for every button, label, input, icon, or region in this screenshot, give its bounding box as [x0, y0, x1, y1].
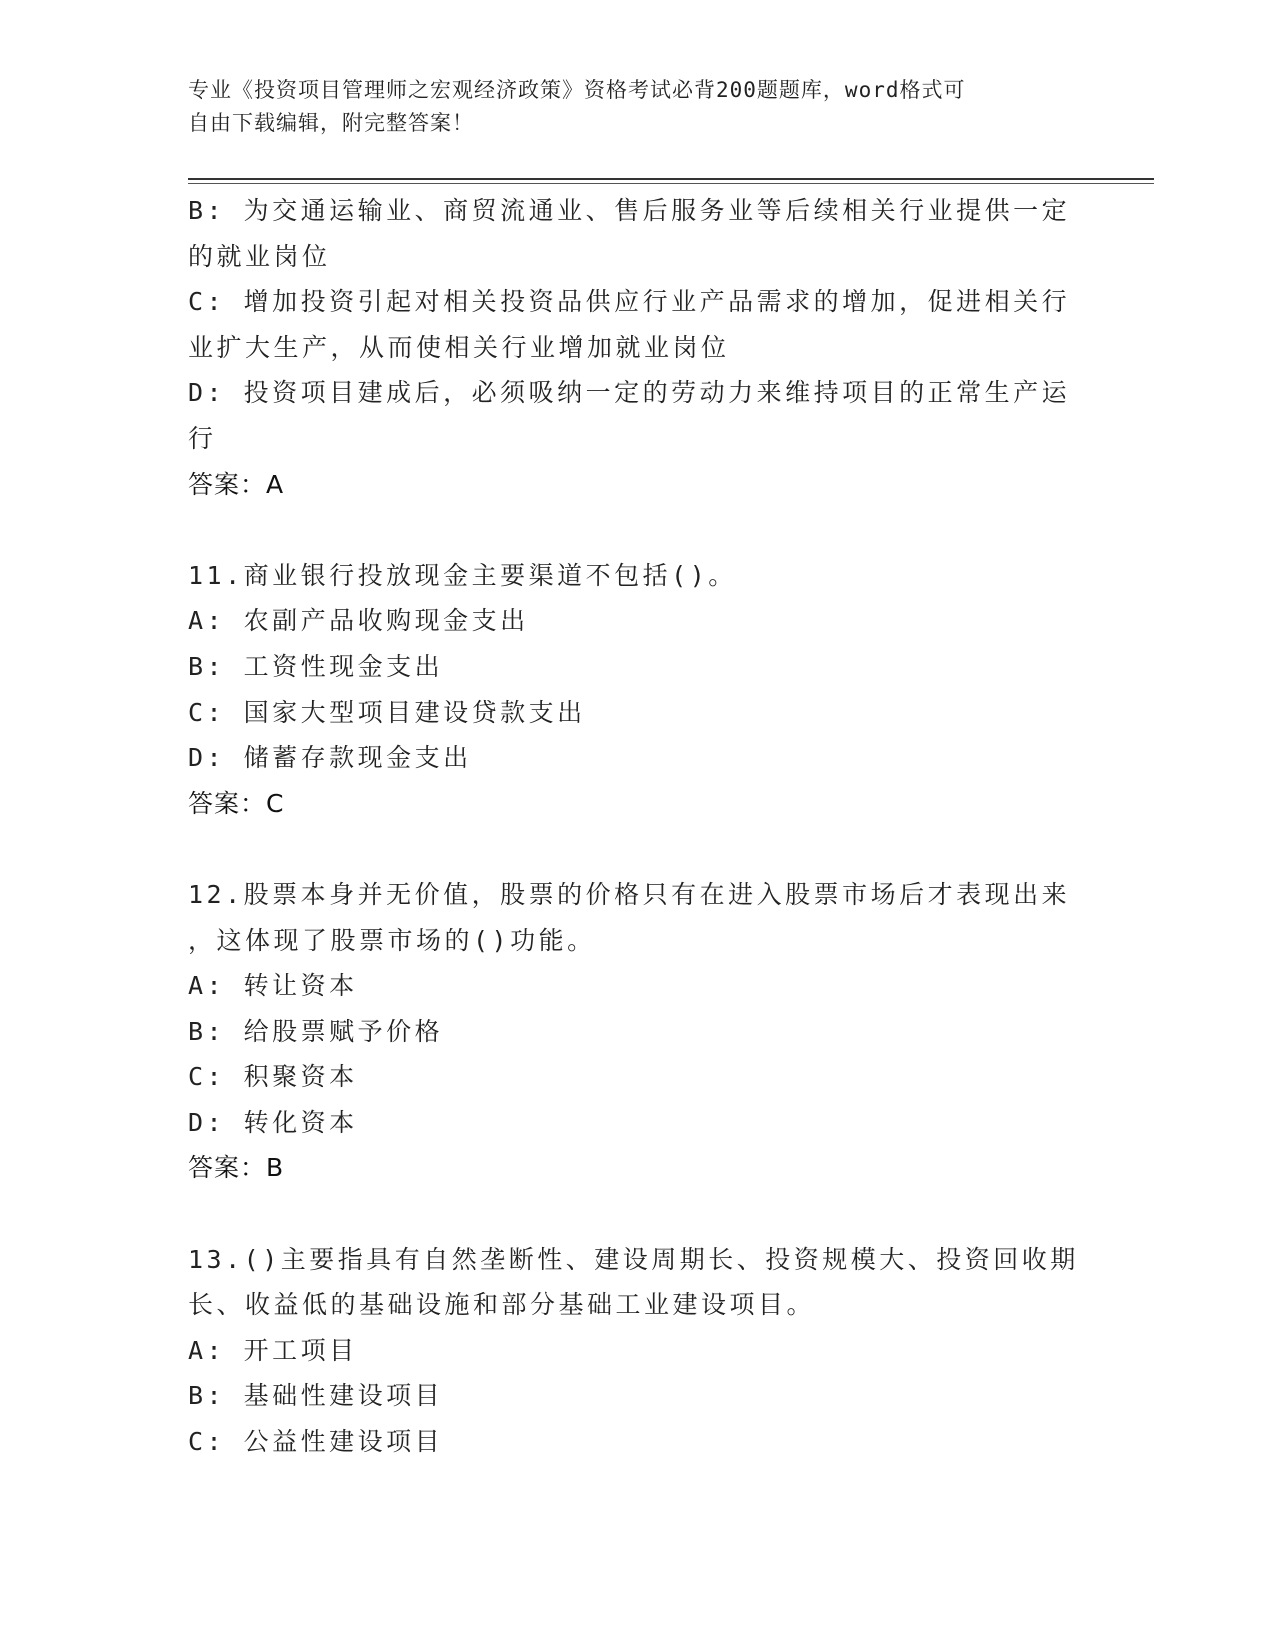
- header-line-1: 专业《投资项目管理师之宏观经济政策》资格考试必背200题题库，word格式可: [188, 78, 966, 102]
- header-divider-thick: [188, 178, 1154, 180]
- question-12: [188, 872, 1078, 1191]
- option-c: C: 国家大型项目建设贷款支出: [188, 697, 586, 727]
- option-c-line-2: 业扩大生产，从而使相关行业增加就业岗位: [188, 332, 730, 362]
- question-stem-line-2: 长、收益低的基础设施和部分基础工业建设项目。: [188, 1290, 816, 1320]
- question-stem-line-2: ，这体现了股票市场的()功能。: [188, 925, 596, 955]
- option-a: A: 农副产品收购现金支出: [188, 606, 529, 636]
- option-d-line-1: D: 投资项目建成后，必须吸纳一定的劳动力来维持项目的正常生产运: [188, 378, 1071, 408]
- option-c: C: 积聚资本: [188, 1062, 358, 1092]
- option-a: A: 开工项目: [188, 1335, 358, 1365]
- option-b: B: 工资性现金支出: [188, 651, 444, 681]
- question-11: [188, 553, 1078, 827]
- answer-line: 答案：C: [188, 788, 285, 818]
- option-c: C: 公益性建设项目: [188, 1427, 444, 1457]
- header-line-2: 自由下载编辑，附完整答案！: [188, 111, 474, 135]
- question-stem-line-1: 12.股票本身并无价值，股票的价格只有在进入股票市场后才表现出来: [188, 879, 1071, 909]
- option-b: B: 基础性建设项目: [188, 1381, 444, 1411]
- spacer: [188, 507, 1078, 553]
- option-c-line-1: C: 增加投资引起对相关投资品供应行业产品需求的增加，促进相关行: [188, 287, 1071, 317]
- answer-line: 答案：A: [188, 469, 285, 499]
- spacer: [188, 826, 1078, 872]
- question-content: [188, 188, 1078, 1465]
- question-10-continued: [188, 188, 1078, 507]
- option-b: B: 给股票赋予价格: [188, 1016, 444, 1046]
- option-a: A: 转让资本: [188, 971, 358, 1001]
- answer-line: 答案：B: [188, 1153, 285, 1183]
- question-13: [188, 1237, 1078, 1465]
- spacer: [188, 1191, 1078, 1237]
- option-b-line-1: B: 为交通运输业、商贸流通业、售后服务业等后续相关行业提供一定: [188, 196, 1071, 225]
- header-divider-thin: [188, 183, 1154, 184]
- option-d: D: 转化资本: [188, 1107, 358, 1137]
- question-stem: 11.商业银行投放现金主要渠道不包括()。: [188, 560, 737, 590]
- question-stem-line-1: 13.()主要指具有自然垄断性、建设周期长、投资规模大、投资回收期: [188, 1244, 1079, 1274]
- document-header: [188, 74, 1068, 140]
- option-b-line-2: 的就业岗位: [188, 241, 331, 271]
- option-d: D: 储蓄存款现金支出: [188, 743, 472, 773]
- option-d-line-2: 行: [188, 423, 217, 453]
